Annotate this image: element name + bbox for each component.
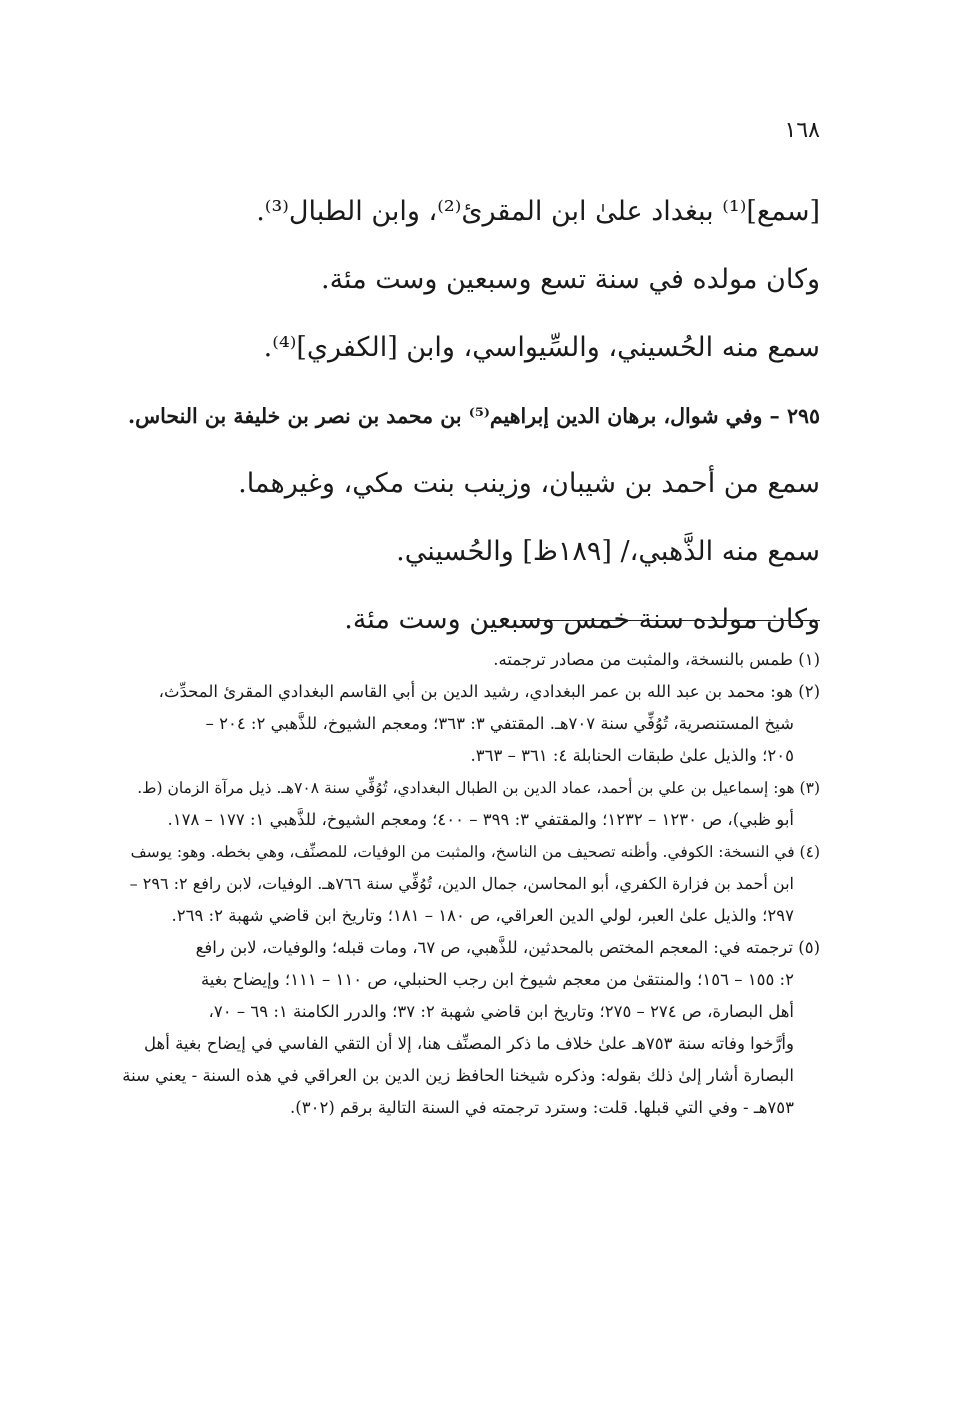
- entry-heading-295: ٢٩٥ – وفي شوال، برهان الدين إبراهيم⁽⁵⁾ بن محمد بن نصر بن خليفة بن النحاس.: [127, 404, 820, 428]
- main-line-5: سمع من أحمد بن شيبان، وزينب بنت مكي، وغيرهما.: [238, 468, 820, 499]
- footnote-2-line-1: (٢) هو: محمد بن عبد الله بن عمر البغدادي، رشيد الدين بن أبي القاسم البغدادي المقرئ المحدِّث،: [158, 682, 820, 701]
- footnotes: [120, 644, 820, 1124]
- footnote-5-line-3: أهل البصارة، ص ٢٧٤ – ٢٧٥؛ وتاريخ ابن قاضي شهبة ٢: ٣٧؛ والدرر الكامنة ١: ٦٩ – ٧٠،: [208, 1002, 794, 1021]
- footnote-3-line-1: (٣) هو: إسماعيل بن علي بن أحمد، عماد الدين بن الطبال البغدادي، تُوُفِّي سنة ٧٠٨هـ. ذيل مرآة الزمان (ط.: [137, 779, 820, 797]
- footnote-4-line-3: ٢٩٧؛ والذيل علىٰ العبر، لولي الدين العراقي، ص ١٨٠ – ١٨١؛ وتاريخ ابن قاضي شهبة ٢: ٢٦٩.: [171, 906, 794, 925]
- footnote-1-line-1: (١) طمس بالنسخة، والمثبت من مصادر ترجمته.: [493, 650, 820, 669]
- main-line-7: وكان مولده سنة خمس وسبعين وست مئة.: [344, 604, 820, 635]
- footnote-3-line-2: أبو ظبي)، ص ١٢٣٠ – ١٢٣٢؛ والمقتفي ٣: ٣٩٩ – ٤٠٠؛ ومعجم الشيوخ، للذَّهبي ١: ١٧٧ – ١٧٨.: [167, 810, 794, 829]
- footnote-5-line-2: ٢: ١٥٥ – ١٥٦؛ والمنتقىٰ من معجم شيوخ ابن رجب الحنبلي، ص ١١٠ – ١١١؛ وإيضاح بغية: [200, 970, 794, 989]
- main-text: [120, 178, 820, 654]
- main-line-1: [سمع]⁽¹⁾ ببغداد علىٰ ابن المقرئ⁽²⁾، وابن الطبال⁽³⁾.: [256, 196, 820, 227]
- footnote-5-line-1: (٥) ترجمته في: المعجم المختص بالمحدثين، للذَّهبي، ص ٦٧، ومات قبله؛ والوفيات، لابن رافع: [195, 938, 820, 957]
- main-line-2: وكان مولده في سنة تسع وسبعين وست مئة.: [321, 264, 820, 295]
- page-number: ١٦٨: [784, 118, 820, 143]
- footnote-5-line-5: البصارة أشار إلىٰ ذلك بقوله: وذكره شيخنا الحافظ زين الدين بن العراقي في هذه السنة - يعني سنة: [122, 1066, 794, 1085]
- footnote-4-line-2: ابن أحمد بن فزارة الكفري، أبو المحاسن، جمال الدين، تُوُفِّي سنة ٧٦٦هـ. الوفيات، لابن رافع ٢: ٢٩٦ –: [129, 874, 794, 893]
- footnote-separator: [520, 620, 820, 621]
- footnote-4-line-1: (٤) في النسخة: الكوفي. وأظنه تصحيف من الناسخ، والمثبت من الوفيات، للمصنِّف، وهي بخطه. وهو: يوسف: [130, 843, 820, 861]
- footnote-5-line-4: وأرَّخوا وفاته سنة ٧٥٣هـ علىٰ خلاف ما ذكر المصنِّف هنا، إلا أن التقي الفاسي في إيضاح بغية أهل: [144, 1034, 794, 1053]
- footnote-2-line-3: ٢٠٥؛ والذيل علىٰ طبقات الحنابلة ٤: ٣٦١ – ٣٦٣.: [470, 746, 794, 765]
- main-line-3: سمع منه الحُسيني، والسِّيواسي، وابن [الكفري]⁽⁴⁾.: [263, 332, 820, 363]
- main-line-6: سمع منه الذَّهبي،/ [١٨٩ظ] والحُسيني.: [396, 536, 820, 567]
- footnote-5-line-6: ٧٥٣هـ - وفي التي قبلها. قلت: وسترد ترجمته في السنة التالية برقم (٣٠٢).: [290, 1098, 794, 1117]
- footnote-2-line-2: شيخ المستنصرية، تُوُفِّي سنة ٧٠٧هـ. المقتفي ٣: ٣٦٣؛ ومعجم الشيوخ، للذَّهبي ٢: ٢٠٤ –: [205, 714, 794, 733]
